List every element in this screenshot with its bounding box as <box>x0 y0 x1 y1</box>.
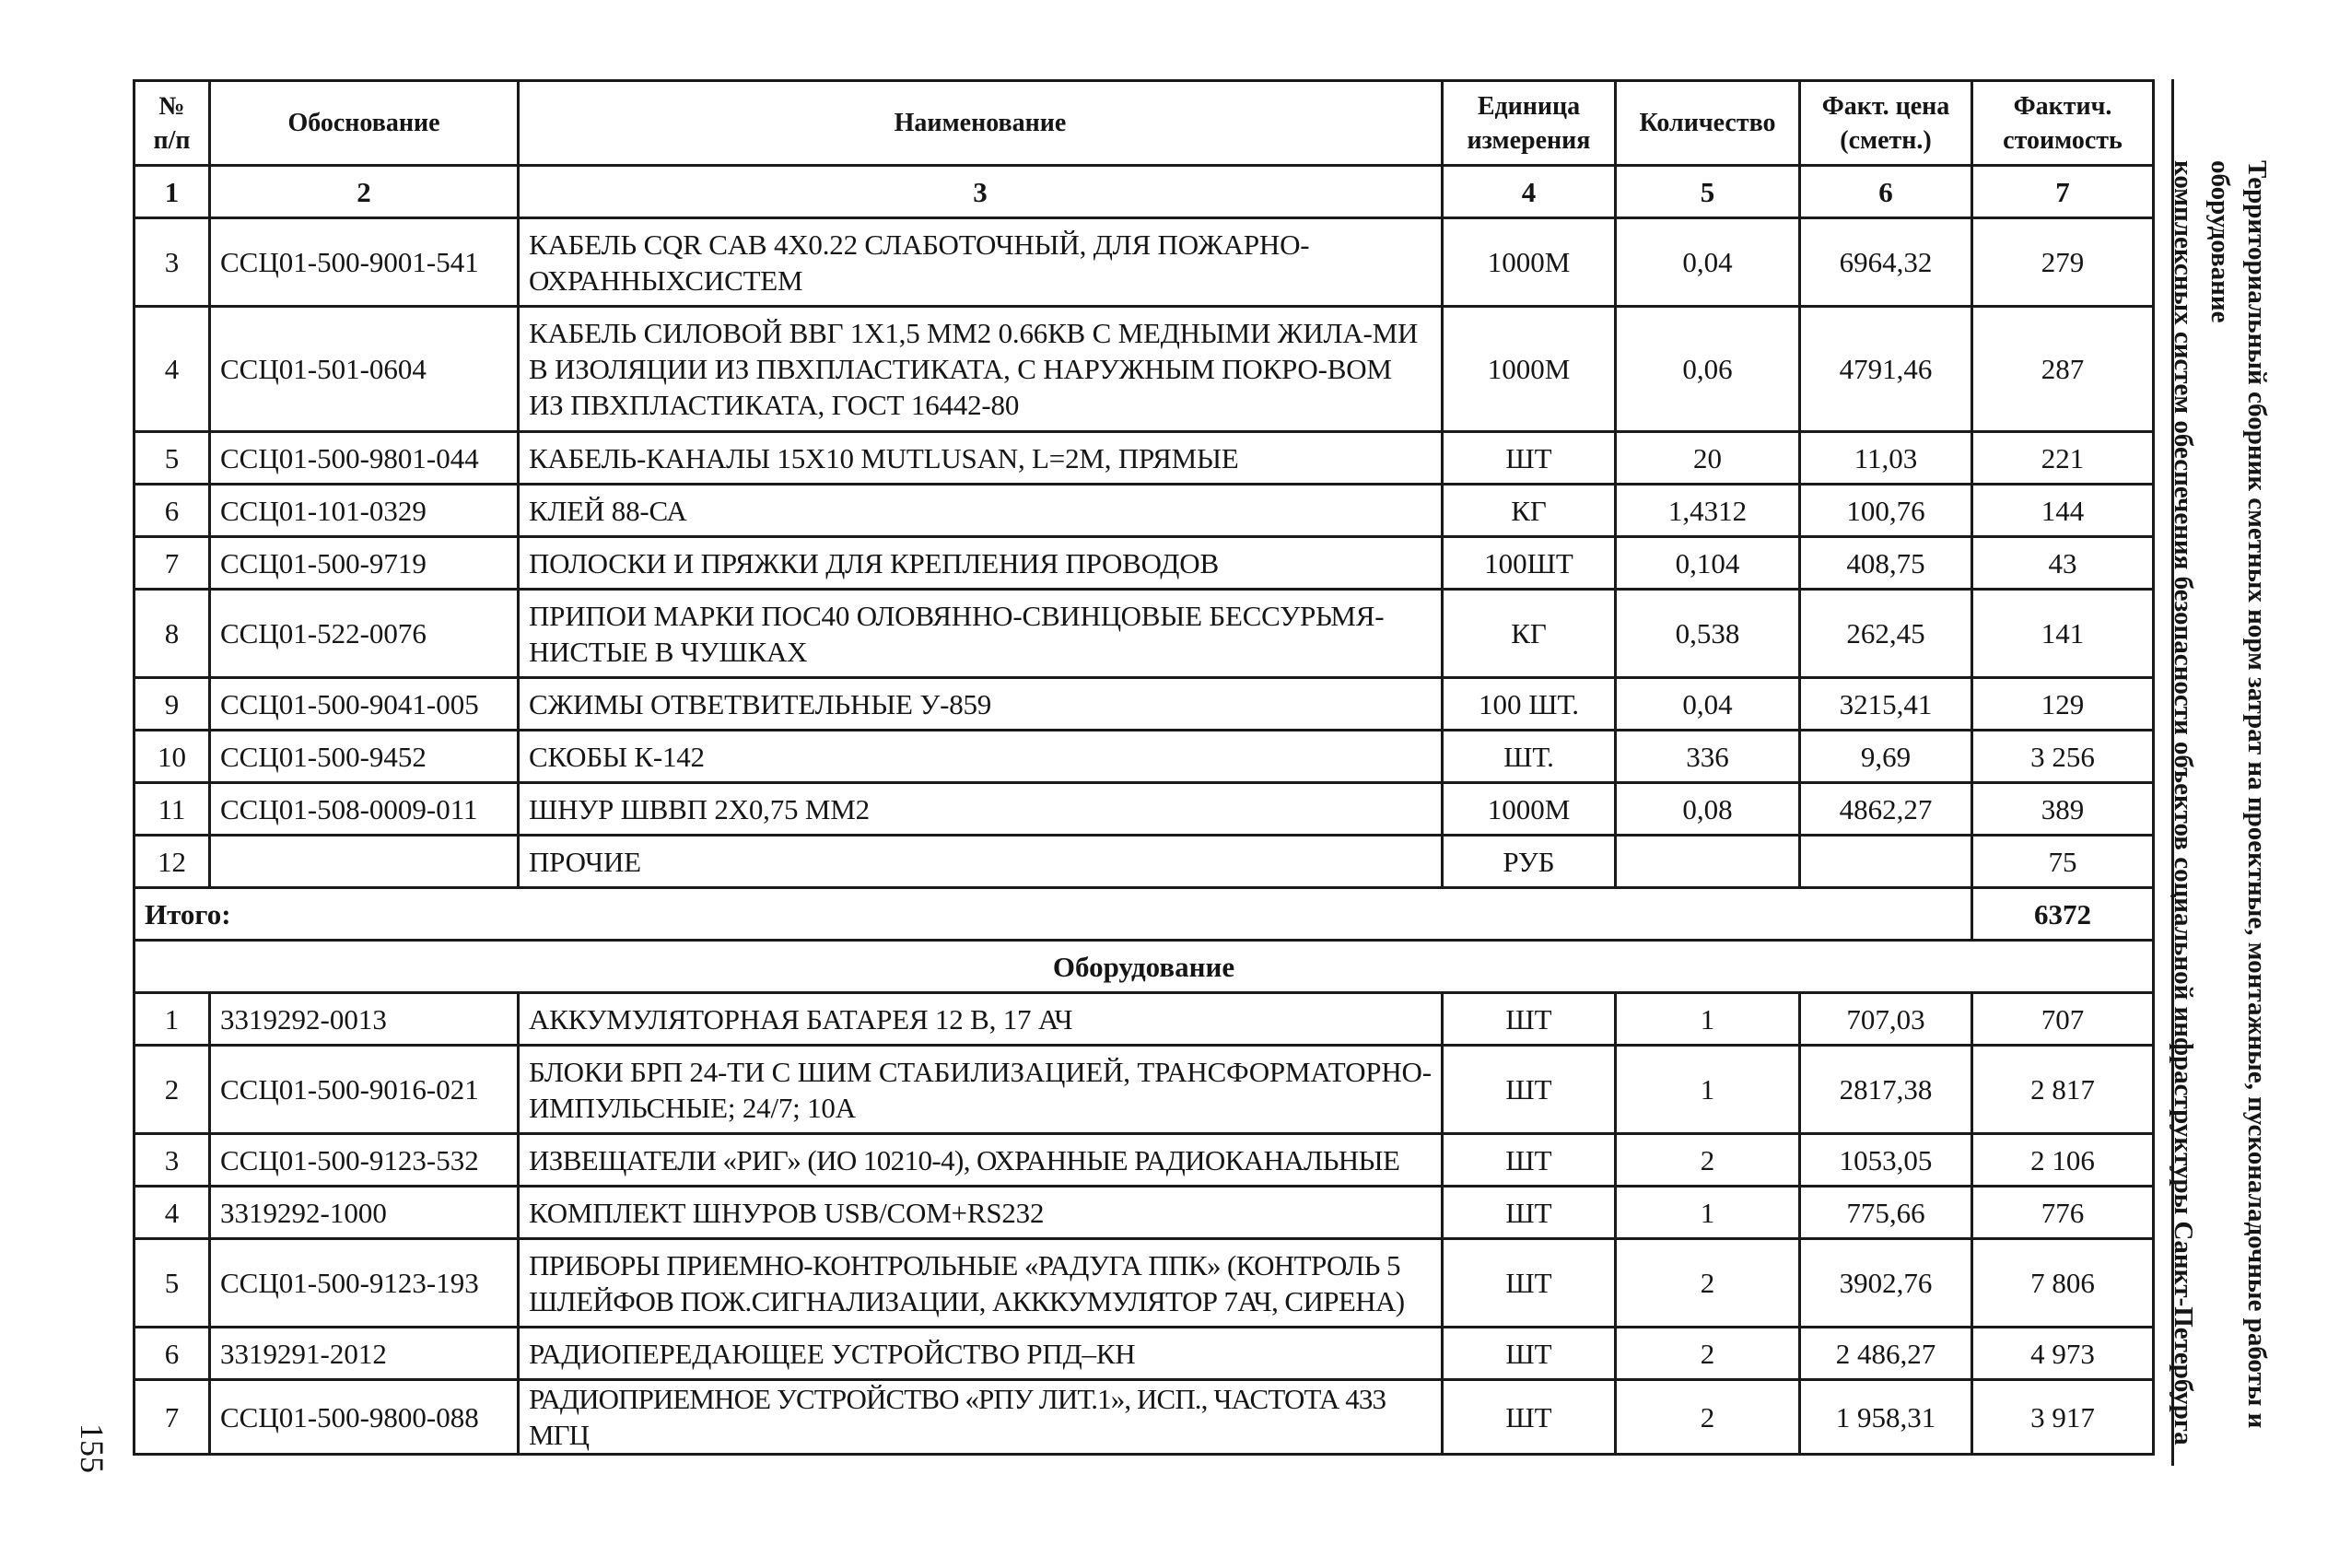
row-basis: ССЦ01-508-0009-011 <box>210 783 519 836</box>
materials-body <box>134 218 2154 993</box>
row-qty: 0,104 <box>1616 537 1800 590</box>
row-unit: 1000М <box>1443 218 1616 307</box>
row-price: 775,66 <box>1800 1187 1972 1239</box>
header-num: № п/п <box>134 81 210 166</box>
row-cost: 2 106 <box>1972 1134 2154 1187</box>
row-num: 11 <box>134 783 210 836</box>
side-title <box>2169 160 2275 1478</box>
row-basis: 3319292-0013 <box>210 993 519 1046</box>
row-unit: ШТ <box>1443 1380 1616 1455</box>
header-row <box>134 81 2154 166</box>
row-basis: ССЦ01-500-9123-193 <box>210 1239 519 1328</box>
row-name: БЛОКИ БРП 24-ТИ С ШИМ СТАБИЛИЗАЦИЕЙ, ТРАНСФОРМАТОРНО-ИМПУЛЬСНЫЕ; 24/7; 10А <box>519 1046 1443 1134</box>
row-price: 1053,05 <box>1800 1134 1972 1187</box>
row-cost: 287 <box>1972 307 2154 432</box>
row-qty: 0,08 <box>1616 783 1800 836</box>
row-unit: ШТ <box>1443 993 1616 1046</box>
row-qty: 0,04 <box>1616 218 1800 307</box>
row-num: 3 <box>134 218 210 307</box>
table-row <box>134 1328 2154 1380</box>
row-basis: ССЦ01-500-9452 <box>210 731 519 783</box>
header-basis: Обоснование <box>210 81 519 166</box>
row-basis: ССЦ01-500-9123-532 <box>210 1134 519 1187</box>
row-name: СКОБЫ К-142 <box>519 731 1443 783</box>
row-unit: 100ШТ <box>1443 537 1616 590</box>
row-qty: 20 <box>1616 432 1800 485</box>
row-basis: ССЦ01-500-9800-088 <box>210 1380 519 1455</box>
row-price: 4791,46 <box>1800 307 1972 432</box>
row-name: КАБЕЛЬ-КАНАЛЫ 15Х10 MUTLUSAN, L=2M, ПРЯМЫЕ <box>519 432 1443 485</box>
row-price: 100,76 <box>1800 485 1972 537</box>
row-unit: КГ <box>1443 485 1616 537</box>
row-unit: 100 ШТ. <box>1443 678 1616 731</box>
row-basis: ССЦ01-501-0604 <box>210 307 519 432</box>
table-row <box>134 731 2154 783</box>
table-row <box>134 307 2154 432</box>
total-value: 6372 <box>1972 888 2154 941</box>
row-unit: ШТ <box>1443 1134 1616 1187</box>
row-cost: 776 <box>1972 1187 2154 1239</box>
table-row <box>134 783 2154 836</box>
row-price: 2817,38 <box>1800 1046 1972 1134</box>
table-row <box>134 590 2154 678</box>
header-unit: Единица измерения <box>1443 81 1616 166</box>
row-unit: ШТ <box>1443 1046 1616 1134</box>
row-name: ПРИБОРЫ ПРИЕМНО-КОНТРОЛЬНЫЕ «РАДУГА ППК» (КОНТРОЛЬ 5 ШЛЕЙФОВ ПОЖ.СИГНАЛИЗАЦИИ, АКККУМУЛЯТОР 7АЧ, СИРЕНА) <box>519 1239 1443 1328</box>
row-name: АККУМУЛЯТОРНАЯ БАТАРЕЯ 12 В, 17 АЧ <box>519 993 1443 1046</box>
row-price: 9,69 <box>1800 731 1972 783</box>
row-cost: 279 <box>1972 218 2154 307</box>
row-unit: 1000М <box>1443 783 1616 836</box>
table-row <box>134 678 2154 731</box>
equipment-section-title: Оборудование <box>134 941 2154 993</box>
table-row <box>134 1380 2154 1455</box>
estimate-table <box>133 79 2155 1456</box>
row-num: 9 <box>134 678 210 731</box>
table-row <box>134 836 2154 888</box>
row-price: 3902,76 <box>1800 1239 1972 1328</box>
row-num: 1 <box>134 993 210 1046</box>
row-qty <box>1616 836 1800 888</box>
row-basis: ССЦ01-500-9001-541 <box>210 218 519 307</box>
table-row <box>134 1187 2154 1239</box>
table-row <box>134 1239 2154 1328</box>
row-cost: 144 <box>1972 485 2154 537</box>
row-qty: 1 <box>1616 1046 1800 1134</box>
row-name: КАБЕЛЬ СИЛОВОЙ ВВГ 1Х1,5 ММ2 0.66КВ С МЕДНЫМИ ЖИЛА-МИ В ИЗОЛЯЦИИ ИЗ ПВХПЛАСТИКАТА, С НАРУЖНЫМ ПОКРО-ВОМ ИЗ ПВХПЛАСТИКАТА, ГОСТ 16442-80 <box>519 307 1443 432</box>
row-cost: 389 <box>1972 783 2154 836</box>
row-name: ИЗВЕЩАТЕЛИ «РИГ» (ИО 10210-4), ОХРАННЫЕ РАДИОКАНАЛЬНЫЕ <box>519 1134 1443 1187</box>
row-qty: 1,4312 <box>1616 485 1800 537</box>
row-basis <box>210 836 519 888</box>
row-basis: ССЦ01-500-9719 <box>210 537 519 590</box>
row-price: 11,03 <box>1800 432 1972 485</box>
row-basis: 3319292-1000 <box>210 1187 519 1239</box>
row-name: СЖИМЫ ОТВЕТВИТЕЛЬНЫЕ У-859 <box>519 678 1443 731</box>
total-row <box>134 888 2154 941</box>
row-cost: 707 <box>1972 993 2154 1046</box>
row-cost: 4 973 <box>1972 1328 2154 1380</box>
page-number: 155 <box>74 1423 111 1473</box>
row-basis: ССЦ01-500-9801-044 <box>210 432 519 485</box>
row-num: 10 <box>134 731 210 783</box>
row-num: 6 <box>134 485 210 537</box>
section-row <box>134 941 2154 993</box>
row-num: 4 <box>134 1187 210 1239</box>
row-name: КАБЕЛЬ CQR CAB 4X0.22 СЛАБОТОЧНЫЙ, ДЛЯ ПОЖАРНО-ОХРАННЫХСИСТЕМ <box>519 218 1443 307</box>
row-num: 5 <box>134 1239 210 1328</box>
row-unit: ШТ <box>1443 1239 1616 1328</box>
row-num: 2 <box>134 1046 210 1134</box>
row-unit: ШТ <box>1443 1328 1616 1380</box>
row-price: 707,03 <box>1800 993 1972 1046</box>
row-unit: 1000М <box>1443 307 1616 432</box>
row-num: 3 <box>134 1134 210 1187</box>
row-price: 2 486,27 <box>1800 1328 1972 1380</box>
row-num: 12 <box>134 836 210 888</box>
equipment-body <box>134 993 2154 1455</box>
row-num: 5 <box>134 432 210 485</box>
row-qty: 2 <box>1616 1239 1800 1328</box>
row-num: 6 <box>134 1328 210 1380</box>
row-cost: 141 <box>1972 590 2154 678</box>
row-basis: ССЦ01-101-0329 <box>210 485 519 537</box>
row-qty: 336 <box>1616 731 1800 783</box>
table-header <box>134 81 2154 218</box>
column-number: 2 <box>210 166 519 218</box>
side-title-line-2: комплексных систем обеспечения безопасности объектов социальной инфраструктуры Санкт-Петербурга <box>2169 160 2198 1445</box>
row-num: 7 <box>134 1380 210 1455</box>
row-price <box>1800 836 1972 888</box>
row-cost: 3 256 <box>1972 731 2154 783</box>
row-qty: 2 <box>1616 1328 1800 1380</box>
column-number: 1 <box>134 166 210 218</box>
header-price: Факт. цена (сметн.) <box>1800 81 1972 166</box>
row-num: 7 <box>134 537 210 590</box>
row-name: РАДИОПРИЕМНОЕ УСТРОЙСТВО «РПУ ЛИТ.1», ИСП., ЧАСТОТА 433 МГЦ <box>519 1380 1443 1455</box>
row-qty: 2 <box>1616 1134 1800 1187</box>
row-basis: 3319291-2012 <box>210 1328 519 1380</box>
row-num: 4 <box>134 307 210 432</box>
column-number: 3 <box>519 166 1443 218</box>
row-price: 6964,32 <box>1800 218 1972 307</box>
column-number: 4 <box>1443 166 1616 218</box>
total-label: Итого: <box>134 888 1972 941</box>
row-qty: 0,538 <box>1616 590 1800 678</box>
row-name: ШНУР ШВВП 2Х0,75 ММ2 <box>519 783 1443 836</box>
row-price: 3215,41 <box>1800 678 1972 731</box>
row-unit: РУБ <box>1443 836 1616 888</box>
row-qty: 0,04 <box>1616 678 1800 731</box>
row-name: ПРОЧИЕ <box>519 836 1443 888</box>
row-name: КОМПЛЕКТ ШНУРОВ USB/COM+RS232 <box>519 1187 1443 1239</box>
row-basis: ССЦ01-500-9016-021 <box>210 1046 519 1134</box>
row-qty: 0,06 <box>1616 307 1800 432</box>
header-cost: Фактич. стоимость <box>1972 81 2154 166</box>
row-cost: 75 <box>1972 836 2154 888</box>
table-row <box>134 537 2154 590</box>
table-row <box>134 485 2154 537</box>
row-cost: 43 <box>1972 537 2154 590</box>
row-unit: ШТ <box>1443 432 1616 485</box>
column-number: 7 <box>1972 166 2154 218</box>
row-name: ПОЛОСКИ И ПРЯЖКИ ДЛЯ КРЕПЛЕНИЯ ПРОВОДОВ <box>519 537 1443 590</box>
row-qty: 2 <box>1616 1380 1800 1455</box>
table-row <box>134 1134 2154 1187</box>
row-cost: 129 <box>1972 678 2154 731</box>
row-qty: 1 <box>1616 993 1800 1046</box>
row-unit: ШТ <box>1443 1187 1616 1239</box>
row-cost: 2 817 <box>1972 1046 2154 1134</box>
row-price: 408,75 <box>1800 537 1972 590</box>
side-title-line-1: Территориальный сборник сметных норм затрат на проектные, монтажные, пусконаладочные работы и оборудование <box>2205 160 2272 1429</box>
row-basis: ССЦ01-522-0076 <box>210 590 519 678</box>
row-cost: 3 917 <box>1972 1380 2154 1455</box>
row-cost: 221 <box>1972 432 2154 485</box>
row-qty: 1 <box>1616 1187 1800 1239</box>
column-number: 5 <box>1616 166 1800 218</box>
row-unit: КГ <box>1443 590 1616 678</box>
header-name: Наименование <box>519 81 1443 166</box>
row-price: 1 958,31 <box>1800 1380 1972 1455</box>
row-price: 4862,27 <box>1800 783 1972 836</box>
row-name: КЛЕЙ 88-СА <box>519 485 1443 537</box>
table-row <box>134 1046 2154 1134</box>
row-basis: ССЦ01-500-9041-005 <box>210 678 519 731</box>
table-row <box>134 993 2154 1046</box>
column-number-row <box>134 166 2154 218</box>
table-row <box>134 432 2154 485</box>
row-price: 262,45 <box>1800 590 1972 678</box>
estimate-table-container <box>133 79 2152 1456</box>
column-number: 6 <box>1800 166 1972 218</box>
table-row <box>134 218 2154 307</box>
row-cost: 7 806 <box>1972 1239 2154 1328</box>
row-unit: ШТ. <box>1443 731 1616 783</box>
row-name: ПРИПОИ МАРКИ ПОС40 ОЛОВЯННО-СВИНЦОВЫЕ БЕССУРЬМЯ-НИСТЫЕ В ЧУШКАХ <box>519 590 1443 678</box>
header-qty: Количество <box>1616 81 1800 166</box>
row-num: 8 <box>134 590 210 678</box>
row-name: РАДИОПЕРЕДАЮЩЕЕ УСТРОЙСТВО РПД–КН <box>519 1328 1443 1380</box>
